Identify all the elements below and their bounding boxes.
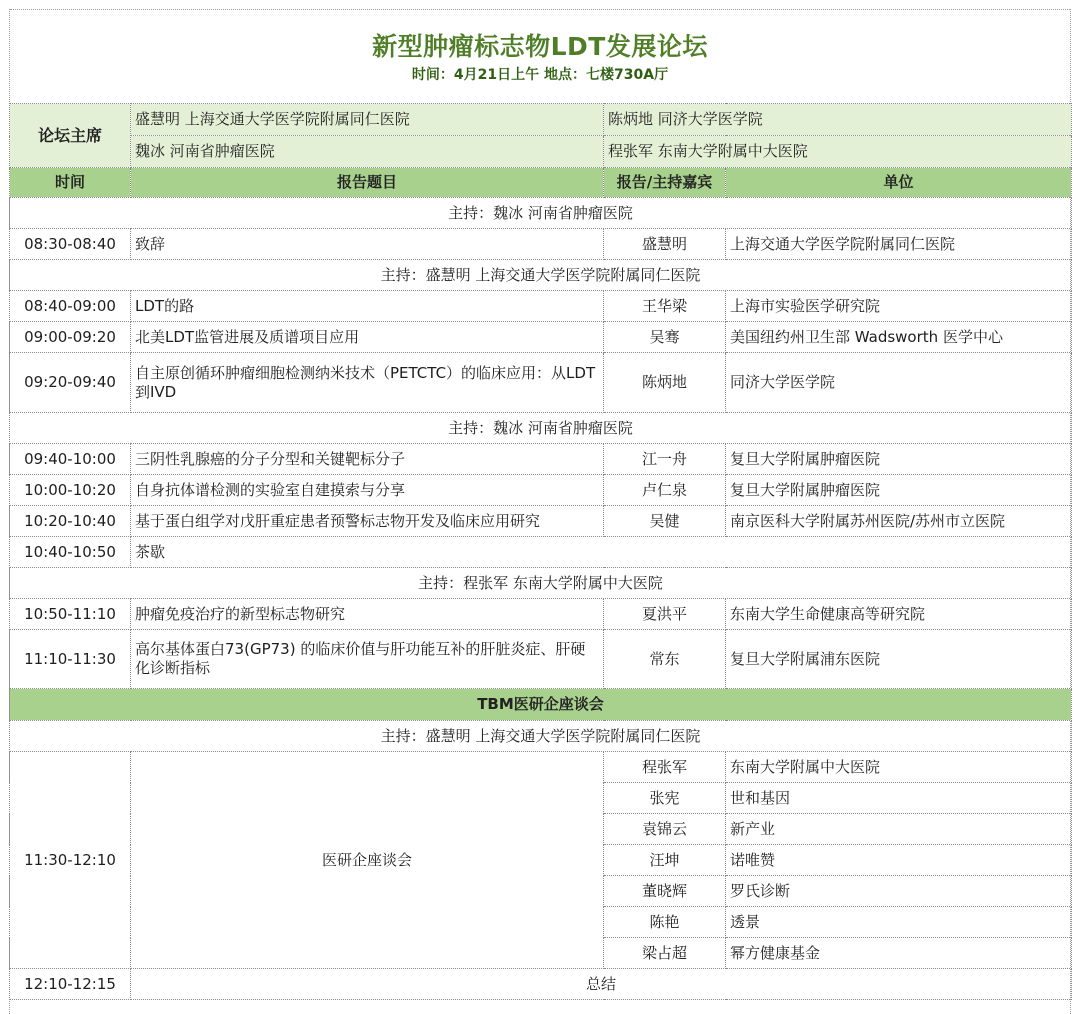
panelist-name: 梁占超 — [604, 938, 726, 969]
moderator-row — [10, 260, 1072, 291]
session-speaker: 江一舟 — [604, 444, 726, 475]
moderator: 主持：魏冰 河南省肿瘤医院 — [10, 198, 1072, 229]
forum-topic: 医研企座谈会 — [131, 752, 604, 969]
session-speaker: 吴骞 — [604, 322, 726, 353]
column-header: 报告/主持嘉宾 — [604, 168, 726, 198]
session-speaker: 盛慧明 — [604, 229, 726, 260]
column-header: 时间 — [10, 168, 131, 198]
panelist-name: 陈艳 — [604, 907, 726, 938]
table-row — [10, 353, 1072, 413]
summary-row — [10, 969, 1072, 1000]
session-speaker: 陈炳地 — [604, 353, 726, 413]
session-topic: 三阴性乳腺癌的分子分型和关键靶标分子 — [131, 444, 604, 475]
session-speaker: 吴健 — [604, 506, 726, 537]
chair-row — [10, 104, 1072, 136]
session-unit: 美国纽约州卫生部 Wadsworth 医学中心 — [726, 322, 1072, 353]
table-row — [10, 599, 1072, 630]
table-row — [10, 475, 1072, 506]
session-topic: 致辞 — [131, 229, 604, 260]
session-speaker: 夏洪平 — [604, 599, 726, 630]
moderator: 主持：程张军 东南大学附属中大医院 — [10, 568, 1072, 599]
forum-section-title: TBM医研企座谈会 — [10, 689, 1072, 721]
session-unit: 南京医科大学附属苏州医院/苏州市立医院 — [726, 506, 1072, 537]
panelist-name: 张宪 — [604, 783, 726, 814]
section-header-row — [10, 689, 1072, 721]
table-row — [10, 630, 1072, 689]
session-unit: 上海市实验医学研究院 — [726, 291, 1072, 322]
session-time: 10:40-10:50 — [10, 537, 131, 568]
session-topic: 自身抗体谱检测的实验室自建摸索与分享 — [131, 475, 604, 506]
panelist-unit: 诺唯赞 — [726, 845, 1072, 876]
chair-item: 盛慧明 上海交通大学医学院附属同仁医院 — [131, 104, 604, 136]
agenda-sheet — [9, 9, 1071, 1014]
panelist-name: 汪坤 — [604, 845, 726, 876]
session-unit: 复旦大学附属浦东医院 — [726, 630, 1072, 689]
panel-row — [10, 752, 1072, 783]
session-speaker: 卢仁泉 — [604, 475, 726, 506]
session-topic: 北美LDT监管进展及质谱项目应用 — [131, 322, 604, 353]
tea-break-row — [10, 537, 1072, 568]
session-time: 10:50-11:10 — [10, 599, 131, 630]
table-row — [10, 322, 1072, 353]
table-row — [10, 444, 1072, 475]
tea-break-label: 茶歇 — [131, 537, 1072, 568]
session-unit: 东南大学生命健康高等研究院 — [726, 599, 1072, 630]
session-speaker: 王华梁 — [604, 291, 726, 322]
session-topic: 肿瘤免疫治疗的新型标志物研究 — [131, 599, 604, 630]
session-time: 09:40-10:00 — [10, 444, 131, 475]
session-time: 08:40-09:00 — [10, 291, 131, 322]
panelist-name: 袁锦云 — [604, 814, 726, 845]
panelist-unit: 幂方健康基金 — [726, 938, 1072, 969]
column-header: 报告题目 — [131, 168, 604, 198]
column-header: 单位 — [726, 168, 1072, 198]
chair-item: 陈炳地 同济大学医学院 — [604, 104, 1072, 136]
session-unit: 复旦大学附属肿瘤医院 — [726, 475, 1072, 506]
panelist-unit: 新产业 — [726, 814, 1072, 845]
panelist-unit: 东南大学附属中大医院 — [726, 752, 1072, 783]
title-block — [10, 9, 1070, 103]
page-title: 新型肿瘤标志物LDT发展论坛 — [372, 32, 708, 61]
moderator-row — [10, 198, 1072, 229]
session-time: 09:20-09:40 — [10, 353, 131, 413]
chair-item: 程张军 东南大学附属中大医院 — [604, 136, 1072, 168]
forum-time: 11:30-12:10 — [10, 752, 131, 969]
session-time: 10:00-10:20 — [10, 475, 131, 506]
moderator-row — [10, 721, 1072, 752]
moderator-row — [10, 413, 1072, 444]
panelist-name: 程张军 — [604, 752, 726, 783]
agenda-table — [9, 103, 1072, 1000]
session-time: 08:30-08:40 — [10, 229, 131, 260]
time-location: 时间：4月21日上午 地点：七楼730A厅 — [411, 67, 669, 83]
panelist-name: 董晓辉 — [604, 876, 726, 907]
moderator: 主持：盛慧明 上海交通大学医学院附属同仁医院 — [10, 260, 1072, 291]
session-time: 10:20-10:40 — [10, 506, 131, 537]
panelist-unit: 透景 — [726, 907, 1072, 938]
panelist-unit: 世和基因 — [726, 783, 1072, 814]
session-time: 11:10-11:30 — [10, 630, 131, 689]
session-time: 09:00-09:20 — [10, 322, 131, 353]
session-unit: 上海交通大学医学院附属同仁医院 — [726, 229, 1072, 260]
session-speaker: 常东 — [604, 630, 726, 689]
session-topic: 自主原创循环肿瘤细胞检测纳米技术（PETCTC）的临床应用：从LDT到IVD — [131, 353, 604, 413]
summary-time: 12:10-12:15 — [10, 969, 131, 1000]
table-row — [10, 506, 1072, 537]
session-unit: 复旦大学附属肿瘤医院 — [726, 444, 1072, 475]
moderator-row — [10, 568, 1072, 599]
moderator: 主持：盛慧明 上海交通大学医学院附属同仁医院 — [10, 721, 1072, 752]
column-header-row — [10, 168, 1072, 198]
summary-label: 总结 — [131, 969, 1072, 1000]
session-topic: 高尔基体蛋白73(GP73) 的临床价值与肝功能互补的肝脏炎症、肝硬化诊断指标 — [131, 630, 604, 689]
chairs-label: 论坛主席 — [10, 104, 131, 168]
session-topic: 基于蛋白组学对戊肝重症患者预警标志物开发及临床应用研究 — [131, 506, 604, 537]
chair-item: 魏冰 河南省肿瘤医院 — [131, 136, 604, 168]
chair-row — [10, 136, 1072, 168]
session-unit: 同济大学医学院 — [726, 353, 1072, 413]
table-row — [10, 229, 1072, 260]
table-row — [10, 291, 1072, 322]
session-topic: LDT的路 — [131, 291, 604, 322]
panelist-unit: 罗氏诊断 — [726, 876, 1072, 907]
moderator: 主持：魏冰 河南省肿瘤医院 — [10, 413, 1072, 444]
